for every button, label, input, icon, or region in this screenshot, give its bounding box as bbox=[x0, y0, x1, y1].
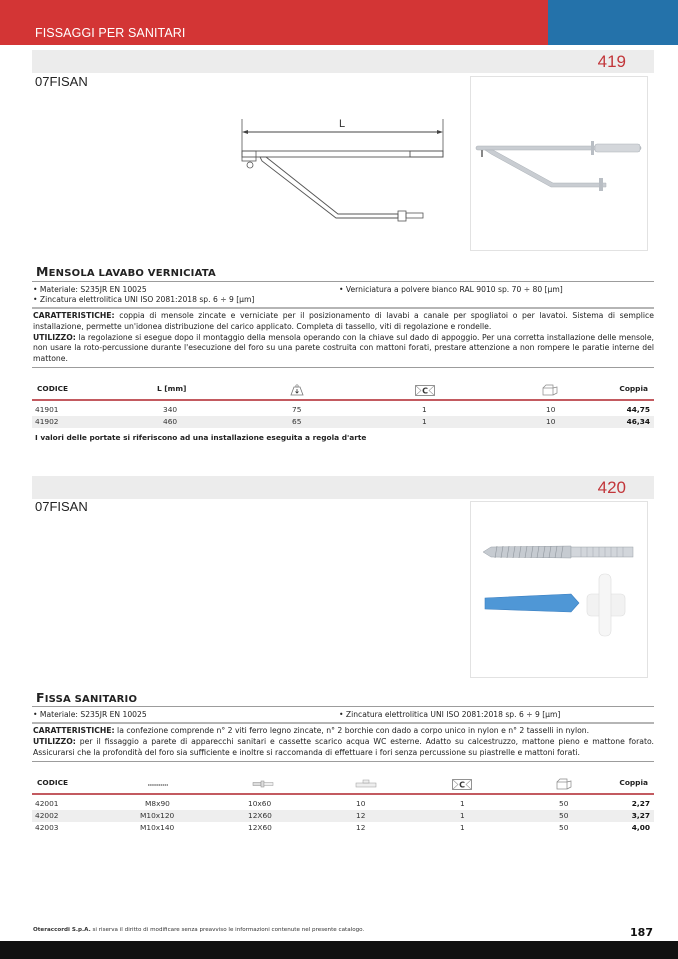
section-bar-419 bbox=[32, 50, 654, 73]
product-title: MENSOLA LAVABO VERNICIATA bbox=[36, 264, 216, 279]
bracket-strut bbox=[260, 157, 398, 218]
section-code: 07FISAN bbox=[35, 499, 88, 514]
arrow-left bbox=[242, 130, 248, 134]
bracket-top-bar bbox=[242, 151, 443, 157]
plug-icon bbox=[252, 780, 274, 790]
page-category-title: FISSAGGI PER SANITARI bbox=[35, 26, 186, 40]
divider bbox=[32, 307, 654, 309]
svg-text:C: C bbox=[459, 780, 465, 790]
bracket-head bbox=[242, 151, 256, 161]
table-row: 41902 460 65 1 10 46,34 bbox=[32, 416, 654, 428]
box-count-icon bbox=[415, 385, 435, 398]
column-header-codice: CODICE bbox=[37, 778, 69, 787]
bracket-anchor bbox=[410, 151, 443, 157]
table-row: 42002 M10x120 12X60 12 1 50 3,27 bbox=[32, 810, 654, 822]
spec-bullet: • Verniciatura a polvere bianco RAL 9010 sp. 70 ÷ 80 [µm] bbox=[339, 285, 563, 294]
section-number: 419 bbox=[597, 52, 626, 71]
description-paragraph: CARATTERISTICHE: coppia di mensole zincate e verniciate per il posizionamento di lavabi a canale per spogliatoi o per lavatoi. Sistema di semplice installazione, permette un'idonea distribuzione del carico applicato. Completa di tassello, viti di regolazione e rondelle. UTILIZZO: la regolazione si esegue dopo il montaggio della mensola operando con la chiave sul dado di appoggio. Per una corretta installazione delle mensole, non usare la roto-percussione durante l'esecuzione del foro su una parete costruita con mattoni forati, prestare attenzione a non rompere le paratie interne del mattone. bbox=[33, 311, 654, 364]
dimension-label: L bbox=[338, 118, 346, 130]
cap-icon bbox=[355, 779, 377, 790]
product-photo-420 bbox=[470, 501, 648, 678]
column-header-coppia: Coppia bbox=[619, 384, 648, 393]
arrow-right bbox=[437, 130, 443, 134]
spec-bullet: • Zincatura elettrolitica UNI ISO 2081:2018 sp. 6 ÷ 9 [µm] bbox=[339, 710, 561, 719]
sanitary-fixing-kit-icon bbox=[471, 502, 647, 677]
table-header-line bbox=[32, 793, 654, 795]
column-header-coppia: Coppia bbox=[619, 778, 648, 787]
column-header-length: L [mm] bbox=[157, 384, 187, 393]
divider bbox=[32, 761, 654, 762]
bracket-technical-drawing bbox=[238, 115, 448, 225]
table-row: 42003 M10x140 12X60 12 1 50 4,00 bbox=[35, 823, 650, 832]
divider bbox=[32, 281, 654, 282]
divider bbox=[32, 722, 654, 724]
bracket-photo-icon bbox=[471, 77, 647, 250]
strut-nut bbox=[398, 211, 406, 221]
spec-bullet: • Materiale: S235JR EN 10025 bbox=[33, 710, 147, 719]
spec-bullet: • Materiale: S235JR EN 10025 bbox=[33, 285, 147, 294]
screw-icon bbox=[147, 781, 169, 790]
product-photo-419 bbox=[470, 76, 648, 251]
section-bar-420 bbox=[32, 476, 654, 499]
divider bbox=[32, 706, 654, 707]
carton-icon bbox=[542, 384, 558, 398]
spec-bullet: • Zincatura elettrolitica UNI ISO 2081:2018 sp. 6 ÷ 9 [µm] bbox=[33, 295, 255, 304]
description-paragraph: CARATTERISTICHE: la confezione comprende n° 2 viti ferro legno zincate, n° 2 borchie con dado a corpo unico in nylon e n° 2 tasselli in nylon. UTILIZZO: per il fissaggio a parete di apparecchi sanitari e cassette scarico acqua WC esterne. Adatto su calcestruzzo, mattone pieno e mattone forato. Assicurarsi che la profondità del foro sia sufficiente e inoltre si raccomanda di effettuare i fori senza percussione su piastrelle e mattoni forati. bbox=[33, 726, 654, 757]
strut-rod bbox=[406, 213, 423, 218]
divider bbox=[32, 367, 654, 368]
column-header-codice: CODICE bbox=[37, 384, 69, 393]
footer-black-band bbox=[0, 941, 678, 959]
header-blue-band bbox=[548, 0, 678, 45]
section-number: 420 bbox=[597, 478, 626, 497]
table-header-line bbox=[32, 399, 654, 401]
product-title: FISSA SANITARIO bbox=[36, 690, 138, 705]
svg-text:C: C bbox=[422, 386, 428, 396]
load-weight-icon bbox=[290, 384, 304, 398]
footer-disclaimer: Oteraccordi S.p.A. si riserva il diritto di modificare senza preavviso le informazioni contenute nel presente catalogo. bbox=[33, 927, 365, 933]
section-code: 07FISAN bbox=[35, 74, 88, 89]
table-row: 42001 M8x90 10x60 10 1 50 2,27 bbox=[35, 799, 650, 808]
bracket-nut bbox=[247, 162, 253, 168]
table-note: I valori delle portate si riferiscono ad una installazione eseguita a regola d'arte bbox=[35, 433, 367, 442]
box-count-icon bbox=[452, 779, 472, 792]
page-number: 187 bbox=[630, 926, 653, 939]
table-row: 41901 340 75 1 10 44,75 bbox=[35, 405, 650, 414]
carton-icon bbox=[556, 778, 572, 792]
